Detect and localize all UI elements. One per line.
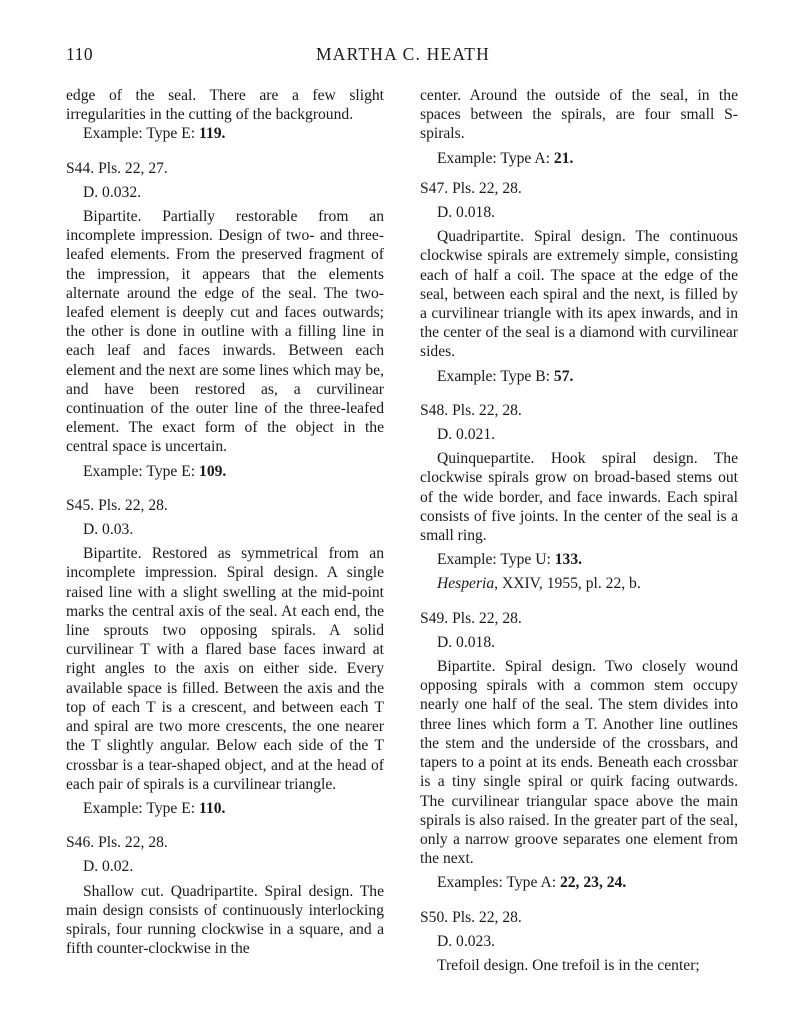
entry-heading: S49. Pls. 22, 28. [420, 609, 522, 627]
entry-diameter: D. 0.032. [83, 183, 142, 201]
intro-text: edge of the seal. There are a few slight irregularities in the cutting of the background. [66, 87, 384, 124]
entry-heading: S48. Pls. 22, 28. [420, 401, 522, 419]
entry-reference: Hesperia, XXIV, 1955, pl. 22, b. [437, 575, 641, 593]
entry-description: Trefoil design. One trefoil is in the center; [437, 956, 700, 974]
entry-heading: S50. Pls. 22, 28. [420, 908, 522, 926]
entry-s47 [420, 179, 738, 386]
entry-s46 [66, 833, 384, 958]
entry-example: Example: Type E: 110. [83, 799, 226, 817]
page-header [66, 44, 740, 68]
entry-example: Examples: Type A: 22, 23, 24. [437, 874, 627, 892]
intro-example: Example: Type E: 119. [83, 125, 226, 143]
entry-diameter: D. 0.018. [437, 204, 496, 222]
entry-s45 [66, 496, 384, 818]
entry-heading: S46. Pls. 22, 28. [66, 834, 168, 852]
entry-s49 [420, 609, 738, 893]
entry-description: Bipartite. Restored as symmetrical from an incomplete impression. Spiral design. A single raised line with a slight swelling at the mid-point marks the central axis of the seal. At each end, the line sprouts two opposing spirals. A solid curvilinear T with a flared base faces inward at right angles to the axis on either side. Every available space is filled. Between the axis and the top of each T is a crescent, and between each T and spiral are two more crescents, the one nearer the T slightly angular. Below each side of the T crossbar is a tear-shaped object, and at the head of each pair of spirals is a curvilinear triangle. [66, 545, 384, 793]
entry-s44 [66, 159, 384, 481]
entry-diameter: D. 0.02. [83, 858, 134, 876]
continued-text: center. Around the outside of the seal, in the spaces between the spirals, are four small S-spirals. [420, 87, 738, 143]
running-title: MARTHA C. HEATH [316, 44, 490, 64]
entry-diameter: D. 0.03. [83, 521, 134, 539]
entry-description: Quinquepartite. Hook spiral design. The clockwise spirals grow on broad-based stems out of the wide border, and face inwards. Each spiral consists of five joints. In the center of the seal is a small ring. [420, 450, 738, 545]
page-number: 110 [66, 44, 94, 64]
entry-example: Example: Type E: 109. [83, 462, 227, 480]
entry-s50 [420, 908, 738, 976]
entry-description: Shallow cut. Quadripartite. Spiral design. The main design consists of continuously interlocking spirals, four running clockwise in a square, and a fifth counter-clockwise in the [66, 882, 384, 958]
entry-diameter: D. 0.018. [437, 633, 496, 651]
right-column [420, 86, 738, 975]
left-column [66, 86, 384, 958]
entry-example: Example: Type U: 133. [437, 551, 583, 569]
entry-example: Example: Type B: 57. [437, 367, 574, 385]
entry-diameter: D. 0.023. [437, 932, 496, 950]
entry-heading: S47. Pls. 22, 28. [420, 179, 522, 197]
entry-description: Bipartite. Spiral design. Two closely wound opposing spirals with a common stem occupy nearly one half of the seal. The stem divides into three lines which form a T. Another line outlines the stem and the underside of the crossbars, and tapers to a point at its ends. Beneath each crossbar is a tiny single spiral or quirk facing outwards. The curvilinear triangular space above the main spirals is also raised. In the greater part of the seal, only a narrow groove separates one element from the next. [420, 658, 738, 868]
entry-example: Example: Type A: 21. [437, 149, 574, 167]
entry-heading: S44. Pls. 22, 27. [66, 159, 168, 177]
entry-description: Quadripartite. Spiral design. The continuous clockwise spirals are extremely simple, consisting each of half a coil. The space at the edge of the seal, between each spiral and the next, is filled by a curvilinear triangle with its apex inwards, and in the center of the seal is a diamond with curvilinear sides. [420, 228, 738, 361]
entry-heading: S45. Pls. 22, 28. [66, 496, 168, 514]
entry-diameter: D. 0.021. [437, 426, 496, 444]
entry-s48 [420, 401, 738, 594]
entry-description: Bipartite. Partially restorable from an incomplete impression. Design of two- and three-leafed elements. From the preserved fragment of the impression, it appears that the elements alternate around the edge of the seal. The two-leafed element is deeply cut and faces outwards; the other is done in outline with a filling line in each leaf and faces inwards. Between each element and the next are some lines which may be, and have been restored as, a curvilinear continuation of the outer line of the three-leafed element. The exact form of the object in the central space is uncertain. [66, 208, 384, 456]
